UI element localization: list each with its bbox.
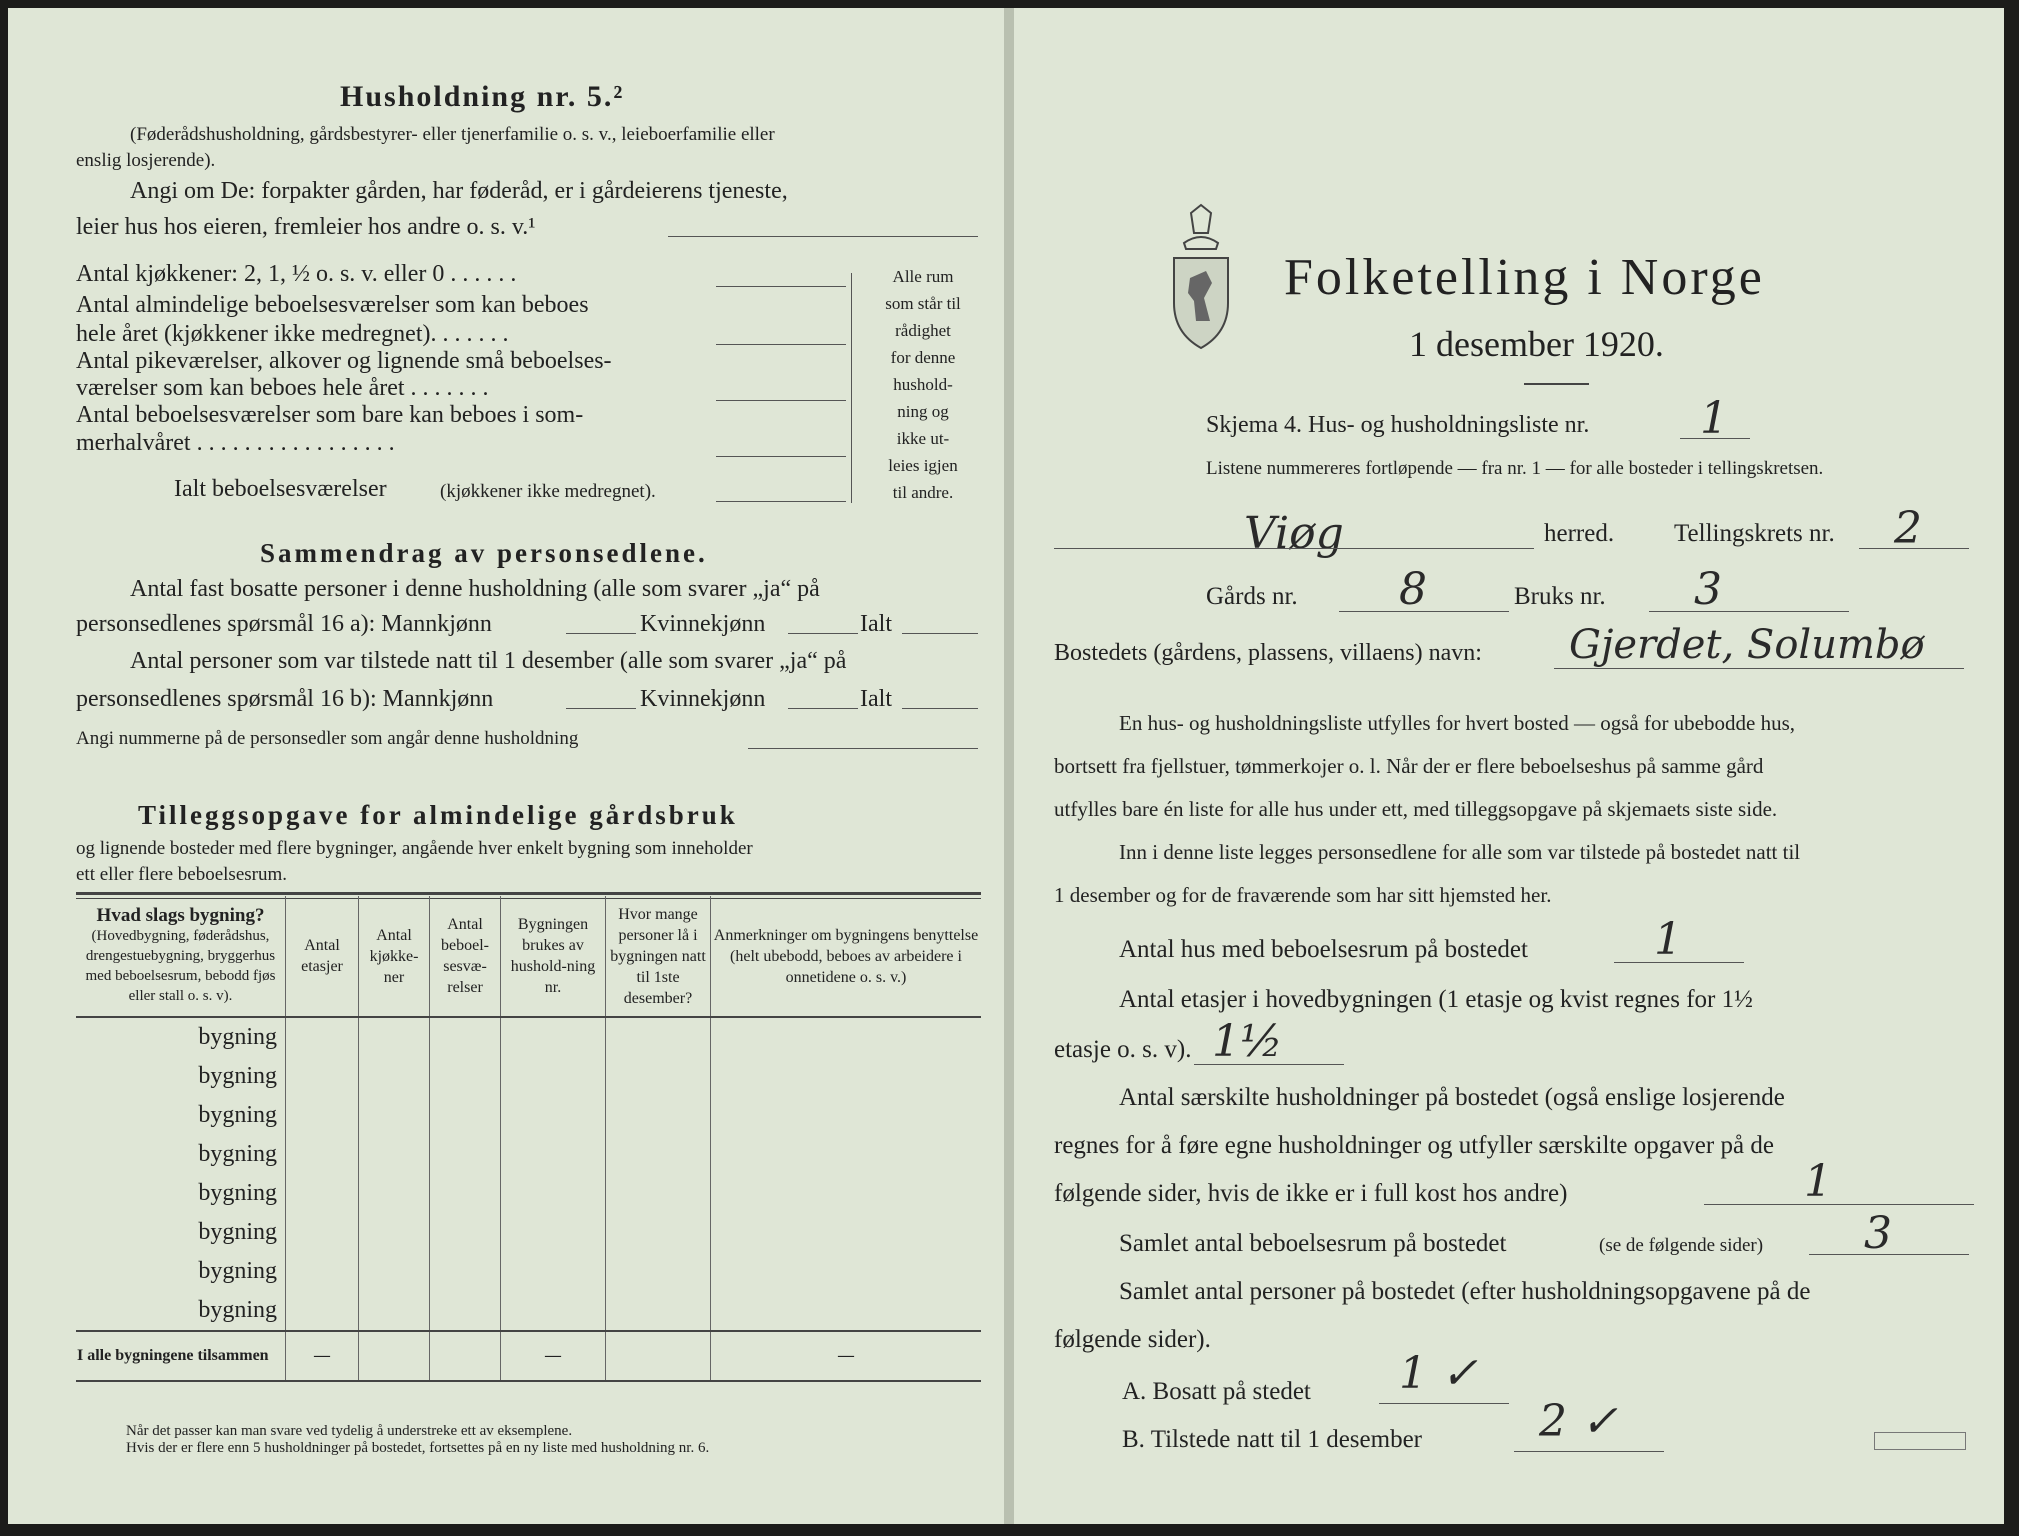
building-cell[interactable] [501, 1174, 606, 1213]
angi-line-2: leier hus hos eieren, fremleier hos andre o. s. v.¹ [76, 214, 536, 240]
building-cell[interactable] [501, 1291, 606, 1331]
para1-line3: utfylles bare én liste for alle hus under ett, med tilleggsopgave på skjemaets siste side. [1054, 797, 1778, 821]
tilstede-ialt-label: Ialt [860, 686, 892, 712]
tillegg-line-1: og lignende bosteder med flere bygninger, angående hver enkelt bygning som inneholder [76, 838, 753, 859]
tilstede-line-1: Antal personer som var tilstede natt til 1 desember (alle som svarer „ja“ på [130, 648, 847, 674]
tellingskrets-label: Tellingskrets nr. [1674, 520, 1835, 547]
tilstede-line [1514, 1451, 1664, 1452]
intro-line-2: enslig losjerende). [76, 150, 216, 171]
bostedets-value[interactable]: Gjerdet, Solumbø [1569, 622, 1925, 668]
brace-note-line: for denne [890, 348, 956, 367]
building-cell[interactable] [359, 1174, 430, 1213]
samlet-pers-line-2: følgende sider). [1054, 1326, 1211, 1353]
footnote-2: Hvis der er flere enn 5 husholdninger på bostedet, fortsettes på en ny liste med husholdning nr. 6. [126, 1440, 710, 1456]
building-cell[interactable] [606, 1252, 711, 1291]
building-label: bygning [198, 1258, 277, 1284]
building-row [76, 1291, 981, 1331]
col-building-type [76, 896, 286, 1017]
kjokkener-label: Antal kjøkkener: 2, 1, ½ o. s. v. eller 0 . . . . . . [76, 261, 517, 287]
building-cell[interactable] [430, 1057, 501, 1096]
total-husholdning: — [501, 1331, 606, 1381]
skjema-value[interactable]: 1 [1700, 393, 1728, 444]
som-answer[interactable] [716, 456, 846, 457]
building-table [76, 896, 981, 1382]
herred-value[interactable]: Viøg [1244, 508, 1344, 559]
building-cell[interactable] [359, 1135, 430, 1174]
saerskilte-line-3: følgende sider, hvis de ikke er i full kost hos andre) [1054, 1180, 1568, 1207]
brace-note [868, 263, 978, 506]
printer-stamp [1874, 1432, 1966, 1450]
building-label: bygning [198, 1063, 277, 1089]
samlet-rum-value[interactable]: 3 [1864, 1208, 1892, 1259]
building-cell[interactable] [606, 1213, 711, 1252]
building-cell[interactable] [359, 1252, 430, 1291]
footnote-1: Når det passer kan man svare ved tydelig å understreke ett av eksemplene. [126, 1423, 573, 1439]
col-husholdning: Bygningen brukes av hushold-ning nr. [501, 896, 606, 1017]
etasjer-line [1194, 1064, 1344, 1065]
angi-line-1: Angi om De: forpakter gården, har føderåd, er i gårdeierens tjeneste, [130, 178, 788, 204]
intro-line-1: (Føderådshusholdning, gårdsbestyrer- eller tjenerfamilie o. s. v., leieboerfamilie eller [130, 124, 775, 145]
ialt-rum-answer[interactable] [716, 501, 846, 502]
building-row [76, 1096, 981, 1135]
para2-line1: Inn i denne liste legges personsedlene for alle som var tilstede på bostedet natt til [1119, 840, 1801, 864]
brace-note-line: til andre. [892, 483, 954, 502]
tellingskrets-value[interactable]: 2 [1894, 503, 1922, 554]
brace-note-line: ning og [897, 402, 949, 421]
building-cell[interactable] [501, 1252, 606, 1291]
bosatt-line [1379, 1403, 1509, 1404]
building-cell[interactable] [606, 1057, 711, 1096]
saerskilte-line-2: regnes for å føre egne husholdninger og utfyller særskilte opgaver på de [1054, 1132, 1774, 1159]
building-cell[interactable] [711, 1135, 982, 1174]
tilstede-kvinne-answer[interactable] [788, 708, 858, 709]
building-cell[interactable] [711, 1213, 982, 1252]
brace-note-line: Alle rum [892, 267, 954, 286]
tilstede-value[interactable]: 2 ✓ [1539, 1396, 1618, 1447]
fast-mann-answer[interactable] [566, 633, 636, 634]
building-cell[interactable] [359, 1213, 430, 1252]
gards-label: Gårds nr. [1206, 583, 1298, 610]
building-cell[interactable] [606, 1174, 711, 1213]
ialt-rum-label: Ialt beboelsesværelser [174, 476, 387, 502]
tilstede-label: B. Tilstede natt til 1 desember [1122, 1426, 1422, 1453]
tellingskrets-line [1859, 548, 1969, 549]
samlet-rum-label: Samlet antal beboelsesrum på bostedet [1119, 1230, 1507, 1257]
som-line-1: Antal beboelsesværelser som bare kan beboes i som- [76, 402, 584, 428]
etasjer-line-2: etasje o. s. v). [1054, 1036, 1192, 1063]
skjema-label: Skjema 4. Hus- og husholdningsliste nr. [1206, 412, 1590, 438]
herred-label: herred. [1544, 520, 1615, 547]
building-cell[interactable] [430, 1213, 501, 1252]
tillegg-line-2: ett eller flere beboelsesrum. [76, 864, 288, 885]
angi-answer-line[interactable] [668, 236, 978, 237]
household-title: Husholdning nr. 5.² [340, 80, 625, 113]
brace-note-line: ikke ut- [896, 429, 950, 448]
census-title: Folketelling i Norge [1284, 249, 1765, 306]
alm-line-1: Antal almindelige beboelsesværelser som kan beboes [76, 292, 589, 318]
building-cell[interactable] [430, 1096, 501, 1135]
total-label: I alle bygningene tilsammen [76, 1331, 286, 1381]
fast-line-2: personsedlenes spørsmål 16 a): Mannkjønn [76, 611, 492, 637]
building-cell[interactable] [606, 1096, 711, 1135]
samlet-rum-line [1809, 1254, 1969, 1255]
col-building-title: Hvad slags bygning? [96, 905, 265, 926]
total-etasjer: — [286, 1331, 359, 1381]
pike-line-1: Antal pikeværelser, alkover og lignende små beboelses- [76, 348, 612, 374]
tilstede-line-2: personsedlenes spørsmål 16 b): Mannkjønn [76, 686, 494, 712]
col-beboelsesvaerelser: Antal beboel-sesvæ-relser [430, 896, 501, 1017]
building-cell[interactable] [430, 1135, 501, 1174]
fast-ialt-label: Ialt [860, 611, 892, 637]
building-cell[interactable] [501, 1135, 606, 1174]
building-cell[interactable] [606, 1291, 711, 1331]
gards-line [1339, 611, 1509, 612]
building-cell[interactable] [286, 1174, 359, 1213]
building-cell[interactable] [286, 1291, 359, 1331]
pike-answer[interactable] [716, 400, 846, 401]
coat-of-arms-icon [1166, 203, 1236, 353]
para2-line2: 1 desember og for de fraværende som har sitt hjemsted her. [1054, 883, 1552, 907]
tilstede-mann-answer[interactable] [566, 708, 636, 709]
bostedets-label: Bostedets (gårdens, plassens, villaens) navn: [1054, 640, 1482, 666]
building-row [76, 1213, 981, 1252]
bruks-label: Bruks nr. [1514, 583, 1606, 610]
title-rule [1524, 383, 1589, 385]
building-cell[interactable] [711, 1057, 982, 1096]
ialt-rum-note: (kjøkkener ikke medregnet). [440, 481, 656, 502]
building-cell[interactable] [711, 1291, 982, 1331]
building-cell[interactable] [286, 1213, 359, 1252]
saerskilte-value[interactable]: 1 [1804, 1156, 1832, 1207]
bruks-value[interactable]: 3 [1694, 564, 1722, 615]
para1-line2: bortsett fra fjellstuer, tømmerkojer o. l. Når der er flere beboelseshus på samme gård [1054, 754, 1764, 778]
building-cell[interactable] [359, 1017, 430, 1057]
building-cell[interactable] [430, 1017, 501, 1057]
para1-line1: En hus- og husholdningsliste utfylles for hvert bosted — også for ubebodde hus, [1119, 711, 1795, 735]
building-cell[interactable] [711, 1017, 982, 1057]
building-cell[interactable] [501, 1057, 606, 1096]
antal-hus-line [1614, 962, 1744, 963]
kjokkener-answer[interactable] [716, 286, 846, 287]
fast-ialt-answer[interactable] [902, 633, 978, 634]
etasjer-value[interactable]: 1½ [1212, 1016, 1283, 1067]
saerskilte-line-1: Antal særskilte husholdninger på bostedet (også enslige losjerende [1119, 1084, 1785, 1111]
fast-kvinne-label: Kvinnekjønn [640, 611, 766, 637]
brace-note-line: hushold- [893, 375, 953, 394]
building-row [76, 1174, 981, 1213]
building-cell[interactable] [711, 1174, 982, 1213]
building-cell[interactable] [501, 1017, 606, 1057]
total-kjokkener[interactable] [359, 1331, 430, 1381]
samlet-pers-line-1: Samlet antal personer på bostedet (efter husholdningsopgavene på de [1119, 1278, 1811, 1305]
col-personer: Hvor mange personer lå i bygningen natt til 1ste desember? [606, 896, 711, 1017]
brace-line [851, 273, 854, 503]
col-etasjer: Antal etasjer [286, 896, 359, 1017]
col-anmerkninger: Anmerkninger om bygningens benyttelse (helt ubebodd, beboes av arbeidere i onnetidene o. s. v.) [711, 896, 982, 1017]
building-cell[interactable] [430, 1174, 501, 1213]
col-building-sub: (Hovedbygning, føderådshus, drengestuebygning, bryggerhus med beboelsesrum, bebodd fjøs eller stall o. s. v). [85, 928, 276, 1004]
fast-kvinne-answer[interactable] [788, 633, 858, 634]
census-date: 1 desember 1920. [1409, 324, 1664, 364]
building-cell[interactable] [711, 1096, 982, 1135]
etasjer-line-1: Antal etasjer i hovedbygningen (1 etasje og kvist regnes for 1½ [1119, 986, 1753, 1013]
brace-note-line: leies igjen [888, 456, 958, 475]
building-row [76, 1135, 981, 1174]
herred-line [1054, 548, 1534, 549]
som-line-2: merhalvåret . . . . . . . . . . . . . . . . . [76, 430, 395, 456]
building-cell[interactable] [430, 1291, 501, 1331]
building-label: bygning [198, 1102, 277, 1128]
building-label: bygning [198, 1180, 277, 1206]
bosatt-value[interactable]: 1 ✓ [1399, 1348, 1478, 1399]
fast-line-1: Antal fast bosatte personer i denne husholdning (alle som svarer „ja“ på [130, 576, 820, 602]
antal-hus-value[interactable]: 1 [1654, 914, 1682, 965]
angi-nummer-label: Angi nummerne på de personsedler som angår denne husholdning [76, 728, 579, 749]
building-cell[interactable] [606, 1017, 711, 1057]
angi-nummer-answer[interactable] [748, 748, 978, 749]
building-cell[interactable] [430, 1252, 501, 1291]
building-row [76, 1017, 981, 1057]
left-page [8, 8, 1008, 1524]
samlet-rum-note: (se de følgende sider) [1599, 1235, 1764, 1256]
col-kjokkener: Antal kjøkke-ner [359, 896, 430, 1017]
bruks-line [1649, 611, 1849, 612]
building-cell[interactable] [286, 1096, 359, 1135]
tilstede-ialt-answer[interactable] [902, 708, 978, 709]
skjema-line [1680, 438, 1750, 439]
pike-line-2: værelser som kan beboes hele året . . . . . . . [76, 375, 489, 401]
building-label: bygning [198, 1219, 277, 1245]
building-cell[interactable] [286, 1017, 359, 1057]
gards-value[interactable]: 8 [1399, 564, 1427, 615]
total-personer[interactable] [606, 1331, 711, 1381]
sammendrag-title: Sammendrag av personsedlene. [260, 538, 708, 568]
building-cell[interactable] [359, 1057, 430, 1096]
building-cell[interactable] [606, 1135, 711, 1174]
building-row [76, 1057, 981, 1096]
building-cell[interactable] [359, 1291, 430, 1331]
alm-answer[interactable] [716, 344, 846, 345]
total-anmerkninger: — [711, 1331, 982, 1381]
tilstede-kvinne-label: Kvinnekjønn [640, 686, 766, 712]
building-cell[interactable] [711, 1252, 982, 1291]
building-row [76, 1252, 981, 1291]
building-label: bygning [198, 1297, 277, 1323]
building-label: bygning [198, 1141, 277, 1167]
building-cell[interactable] [286, 1252, 359, 1291]
brace-note-line: som står til [885, 294, 961, 313]
total-vaerelser[interactable] [430, 1331, 501, 1381]
tillegg-title: Tilleggsopgave for almindelige gårdsbruk [138, 800, 738, 830]
building-cell[interactable] [286, 1057, 359, 1096]
saerskilte-line [1704, 1204, 1974, 1205]
building-cell[interactable] [501, 1096, 606, 1135]
building-cell[interactable] [286, 1135, 359, 1174]
alm-line-2: hele året (kjøkkener ikke medregnet). . . . . . . [76, 321, 509, 347]
right-page [1014, 8, 2004, 1524]
building-cell[interactable] [359, 1096, 430, 1135]
building-cell[interactable] [501, 1213, 606, 1252]
building-label: bygning [198, 1024, 277, 1050]
antal-hus-label: Antal hus med beboelsesrum på bostedet [1119, 936, 1528, 963]
listene-note: Listene nummereres fortløpende — fra nr. 1 — for alle bosteder i tellingskretsen. [1206, 458, 1824, 479]
bosatt-label: A. Bosatt på stedet [1122, 1378, 1311, 1405]
bostedets-line [1554, 668, 1964, 669]
brace-note-line: rådighet [895, 321, 951, 340]
